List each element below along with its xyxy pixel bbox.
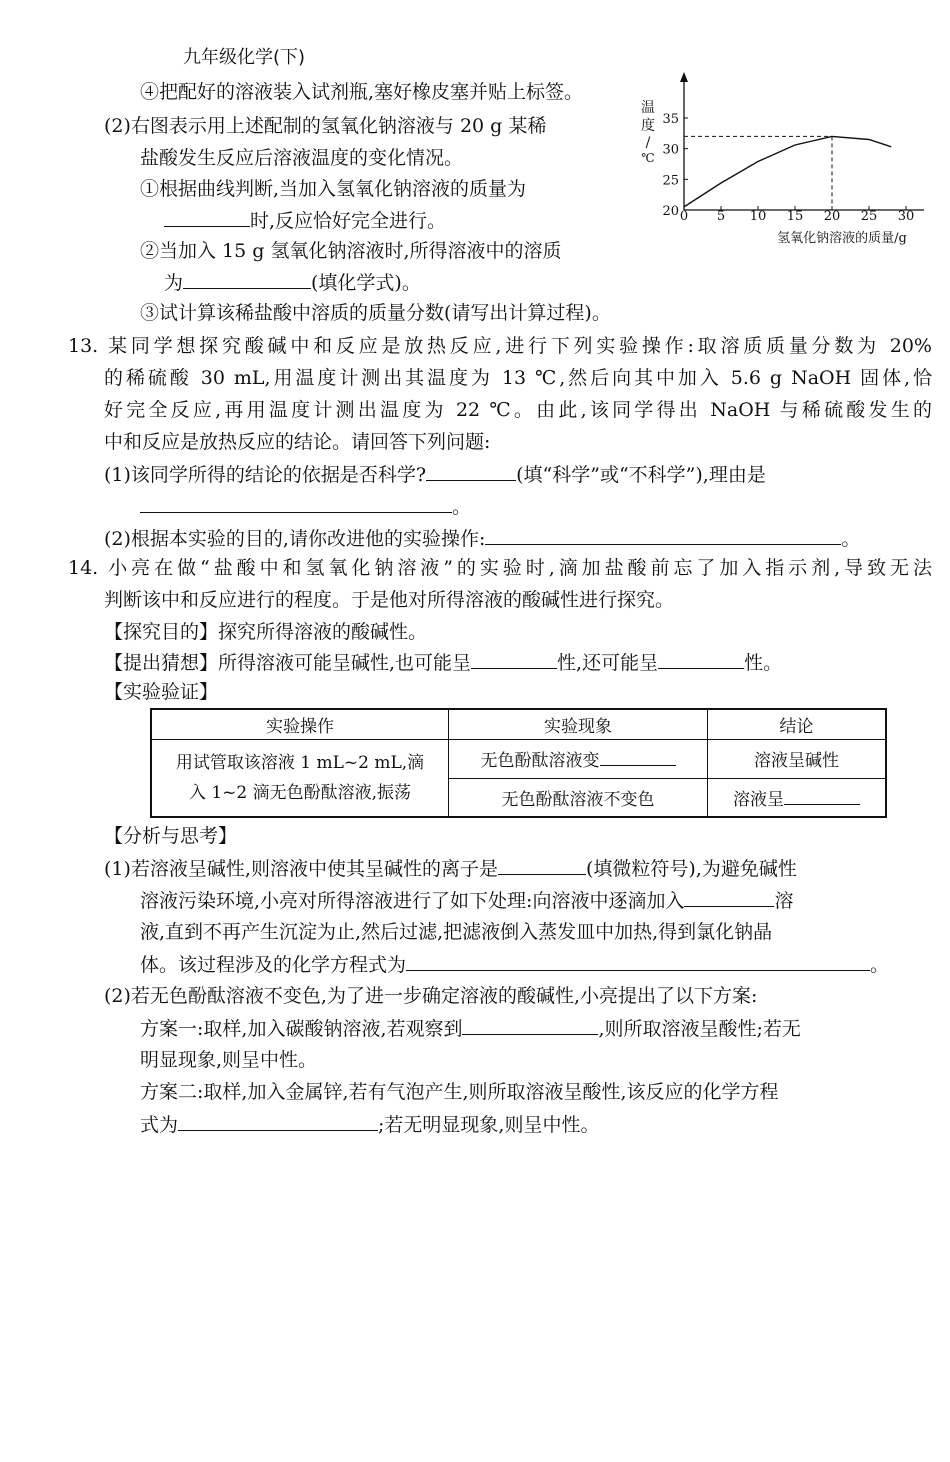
- q14-guess-post: 性。: [744, 652, 783, 674]
- q14-a1-l4-end: 。: [870, 954, 890, 976]
- q14-guess: [104, 648, 782, 677]
- svg-text:温: 温: [641, 100, 655, 116]
- x-tick-label: 30: [897, 209, 915, 224]
- answer-blank[interactable]: [164, 206, 250, 227]
- q13-p2-end: 。: [841, 528, 861, 550]
- answer-blank[interactable]: [426, 460, 516, 481]
- q14-a2-line1: (2)若无色酚酞溶液不变色,为了进一步确定溶液的酸碱性,小亮提出了以下方案:: [104, 985, 758, 1007]
- phenomenon-text: 无色酚酞溶液变: [480, 751, 600, 771]
- y-tick-label: 20: [662, 204, 679, 219]
- q14-line1: 14. 小亮在做“盐酸中和氢氧化钠溶液”的实验时,滴加盐酸前忘了加入指示剂,导致无法: [68, 557, 932, 579]
- x-ticks: [680, 206, 914, 224]
- q13-part2: [104, 524, 860, 553]
- q14-line2: 判断该中和反应进行的程度。于是他对所得溶液的酸碱性进行探究。: [104, 589, 675, 611]
- svg-text:℃: ℃: [641, 151, 655, 165]
- answer-blank[interactable]: [471, 648, 557, 669]
- q14-aim: 【探究目的】探究所得溶液的酸碱性。: [104, 621, 428, 643]
- q12-sub1-text: 时,反应恰好完全进行。: [250, 210, 447, 232]
- q13-part1: [104, 460, 766, 489]
- answer-blank[interactable]: [485, 524, 841, 545]
- q14-analysis-heading: 【分析与思考】: [104, 825, 238, 847]
- svg-text:度: 度: [641, 118, 655, 134]
- temperature-chart: [636, 70, 926, 248]
- phenomenon-cell: 无色酚酞溶液不变色: [449, 778, 708, 817]
- q14-guess-mid: 性,还可能呈: [557, 652, 659, 674]
- conclusion-cell: 溶液呈碱性: [708, 739, 887, 778]
- answer-blank[interactable]: [498, 854, 586, 875]
- conclusion-text: 溶液呈: [733, 789, 784, 810]
- q14-a1-line1: [104, 854, 797, 883]
- operation-line: 入 1~2 滴无色酚酞溶液,振荡: [188, 782, 412, 803]
- y-axis-arrow: [680, 72, 688, 82]
- q13-line1: 13. 某同学想探究酸碱中和反应是放热反应,进行下列实验操作:取溶质质量分数为 20%: [68, 335, 932, 357]
- x-tick-label: 15: [786, 209, 804, 224]
- answer-blank[interactable]: [462, 1014, 598, 1035]
- q12-step4: ④把配好的溶液装入试剂瓶,塞好橡皮塞并贴上标签。: [140, 81, 584, 103]
- q14-plan1-pre: 方案一:取样,加入碳酸钠溶液,若观察到: [140, 1018, 463, 1040]
- operation-cell: [151, 739, 449, 817]
- table-header: 结论: [708, 709, 887, 739]
- q13-p1-end: 。: [452, 496, 472, 518]
- answer-blank[interactable]: [406, 950, 870, 971]
- q14-plan2-pre: 式为: [140, 1114, 179, 1136]
- q14-plan1-line1: [140, 1014, 801, 1043]
- q13-line2: 的稀硫酸 30 mL,用温度计测出其温度为 13 ℃,然后向其中加入 5.6 g NaOH 固体,恰: [104, 367, 932, 389]
- x-tick-label: 5: [716, 209, 726, 224]
- q14-a1-line2: [140, 886, 793, 915]
- x-tick-label: 25: [860, 209, 878, 224]
- q14-a1-l4-pre: 体。该过程涉及的化学方程式为: [140, 954, 407, 976]
- q12-part2-line2: 盐酸发生反应后溶液温度的变化情况。: [140, 147, 464, 169]
- q14-plan1-line2: 明显现象,则呈中性。: [140, 1049, 318, 1071]
- q13-part1-reason: [140, 492, 471, 521]
- operation-line: 用试管取该溶液 1 mL~2 mL,滴: [175, 752, 425, 773]
- y-axis-label: [641, 100, 655, 165]
- q14-a1-l2-post: 溶: [774, 890, 794, 912]
- q14-a1-l2-pre: 溶液污染环境,小亮对所得溶液进行了如下处理:向溶液中逐滴加入: [140, 890, 685, 912]
- q14-a1-line4: [140, 950, 889, 979]
- x-tick-label: 10: [749, 209, 767, 224]
- q14-plan1-post: ,则所取溶液呈酸性;若无: [598, 1018, 801, 1040]
- answer-blank[interactable]: [684, 886, 774, 907]
- table-row: [151, 739, 886, 778]
- conclusion-cell: [708, 778, 887, 817]
- x-axis-label: 氢氧化钠溶液的质量/g: [777, 231, 907, 246]
- svg-text:/: /: [645, 135, 651, 151]
- q14-plan2-line1: 方案二:取样,加入金属锌,若有气泡产生,则所取溶液呈酸性,该反应的化学方程: [140, 1081, 779, 1103]
- q14-verify-heading: 【实验验证】: [104, 681, 219, 703]
- q14-plan2-line2: [140, 1110, 599, 1139]
- q14-a1-line3: 液,直到不再产生沉淀为止,然后过滤,把滤液倒入蒸发皿中加热,得到氯化钠晶: [140, 921, 773, 943]
- q14-plan2-post: ;若无明显现象,则呈中性。: [378, 1114, 600, 1136]
- q13-p2-pre: (2)根据本实验的目的,请你改进他的实验操作:: [104, 528, 486, 550]
- x-tick-label: 20: [823, 209, 841, 224]
- q12-sub2-line1: ②当加入 15 g 氢氧化钠溶液时,所得溶液中的溶质: [140, 240, 562, 262]
- q12-sub3: ③试计算该稀盐酸中溶质的质量分数(请写出计算过程)。: [140, 302, 611, 324]
- q13-line4: 中和反应是放热反应的结论。请回答下列问题:: [104, 431, 491, 453]
- answer-blank[interactable]: [784, 788, 860, 805]
- q12-sub2-pre: 为: [164, 272, 184, 294]
- q14-guess-pre: 【提出猜想】所得溶液可能呈碱性,也可能呈: [104, 652, 472, 674]
- table-header-row: [151, 709, 886, 739]
- q12-sub2-post: (填化学式)。: [311, 272, 421, 294]
- answer-blank[interactable]: [183, 268, 311, 289]
- y-tick-label: 35: [662, 112, 679, 127]
- q12-sub2-line2: [164, 268, 421, 297]
- y-tick-label: 25: [662, 173, 679, 189]
- q13-p1-post: (填“科学”或“不科学”),理由是: [516, 464, 766, 486]
- q14-a1-pre: (1)若溶液呈碱性,则溶液中使其呈碱性的离子是: [104, 858, 498, 880]
- phenomenon-cell: [449, 739, 708, 778]
- x-tick-label: 0: [679, 209, 689, 224]
- experiment-table: [150, 708, 887, 818]
- answer-blank[interactable]: [600, 749, 676, 766]
- q13-line3: 好完全反应,再用温度计测出温度为 22 ℃。由此,该同学得出 NaOH 与稀硫酸发生的: [104, 399, 932, 421]
- table-header: 实验现象: [449, 709, 708, 739]
- q12-sub1-line2: [164, 206, 446, 235]
- answer-blank[interactable]: [178, 1110, 378, 1131]
- answer-blank[interactable]: [140, 492, 452, 513]
- answer-blank[interactable]: [658, 648, 744, 669]
- y-tick-label: 30: [662, 142, 679, 158]
- table-header: 实验操作: [151, 709, 449, 739]
- peak-guides: [684, 136, 832, 210]
- q14-a1-post: (填微粒符号),为避免碱性: [585, 858, 797, 880]
- temperature-curve: [684, 136, 891, 207]
- q12-part2-line1: (2)右图表示用上述配制的氢氧化钠溶液与 20 g 某稀: [104, 115, 547, 137]
- q13-p1-pre: (1)该同学所得的结论的依据是否科学?: [104, 464, 427, 486]
- q12-sub1-line1: ①根据曲线判断,当加入氢氧化钠溶液的质量为: [140, 178, 527, 200]
- page-header: 九年级化学(下): [183, 47, 306, 68]
